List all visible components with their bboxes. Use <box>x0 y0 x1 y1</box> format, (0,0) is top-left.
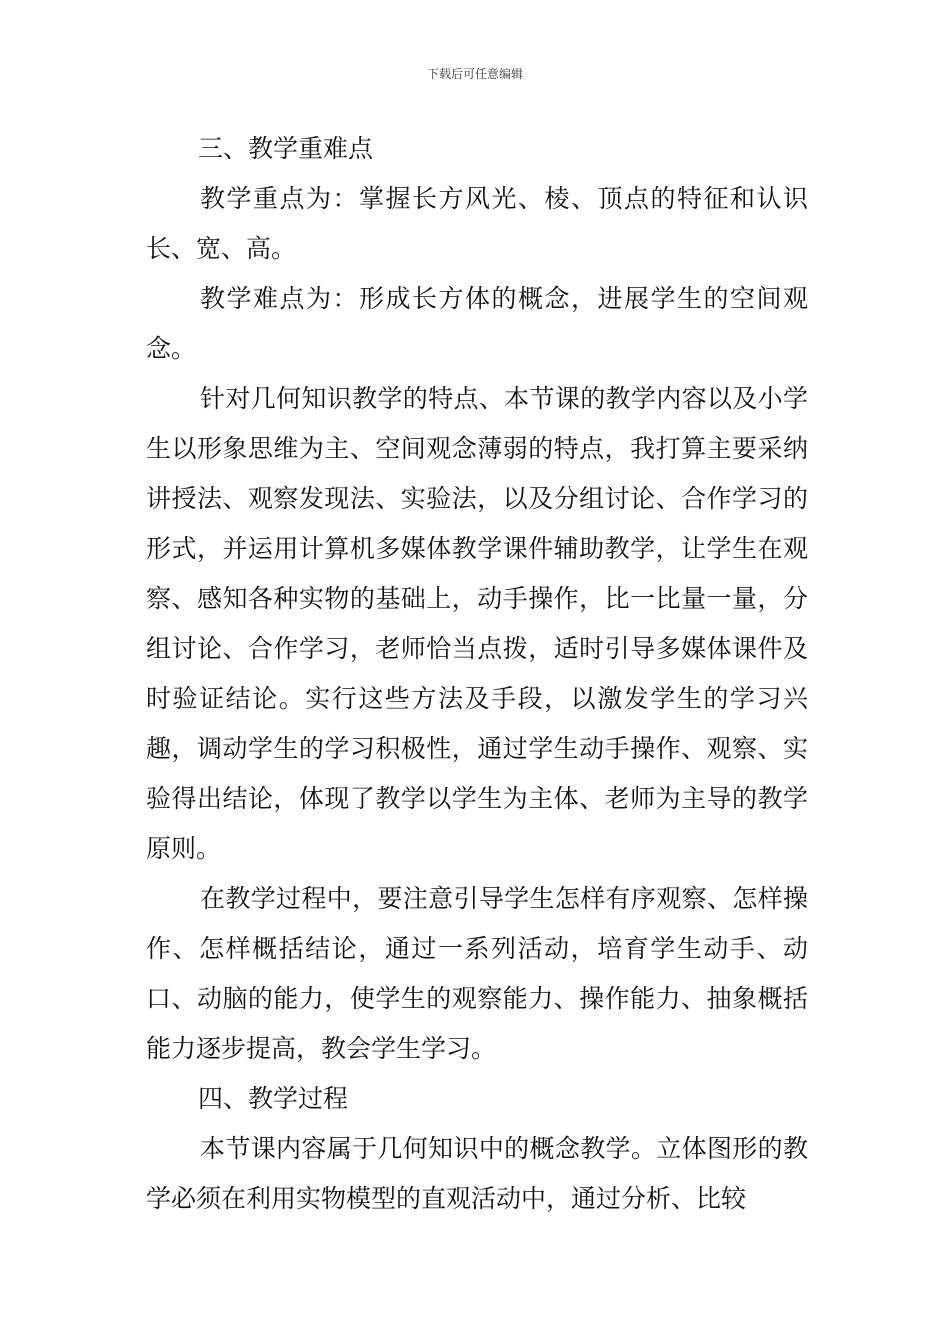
paragraph-difficult-points: 教学难点为：形成长方体的概念，进展学生的空间观念。 <box>146 284 808 363</box>
paragraph-lesson-intro: 本节课内容属于几何知识中的概念教学。立体图形的教学必须在利用实物模型的直观活动中，通过分析、比较 <box>146 1134 808 1213</box>
page-header-note: 下载后可任意编辑 <box>426 67 523 81</box>
paragraph-process-note: 在教学过程中，要注意引导学生怎样有序观察、怎样操作、怎样概括结论，通过一系列活动，培育学生动手、动口、动脑的能力，使学生的观察能力、操作能力、抽象概括能力逐步提高，教会学生学习。 <box>146 884 808 1063</box>
section-heading-4: 四、教学过程 <box>198 1084 349 1113</box>
paragraph-teaching-methods: 针对几何知识教学的特点、本节课的教学内容以及小学生以形象思维为主、空间观念薄弱的特点，我打算主要采纳讲授法、观察发现法、实验法，以及分组讨论、合作学习的形式，并运用计算机多媒体教学课件辅助教学，让学生在观察、感知各种实物的基础上，动手操作，比一比量一量，分组讨论、合作学习，老师恰当点拨，适时引导多媒体课件及时验证结论。实行这些方法及手段，以激发学生的学习兴趣，调动学生的学习积极性，通过学生动手操作、观察、实验得出结论，体现了教学以学生为主体、老师为主导的教学原则。 <box>146 384 808 863</box>
section-heading-3: 三、教学重难点 <box>198 134 374 163</box>
document-body <box>146 124 808 1224</box>
paragraph-key-points: 教学重点为：掌握长方风光、棱、顶点的特征和认识长、宽、高。 <box>146 184 808 263</box>
